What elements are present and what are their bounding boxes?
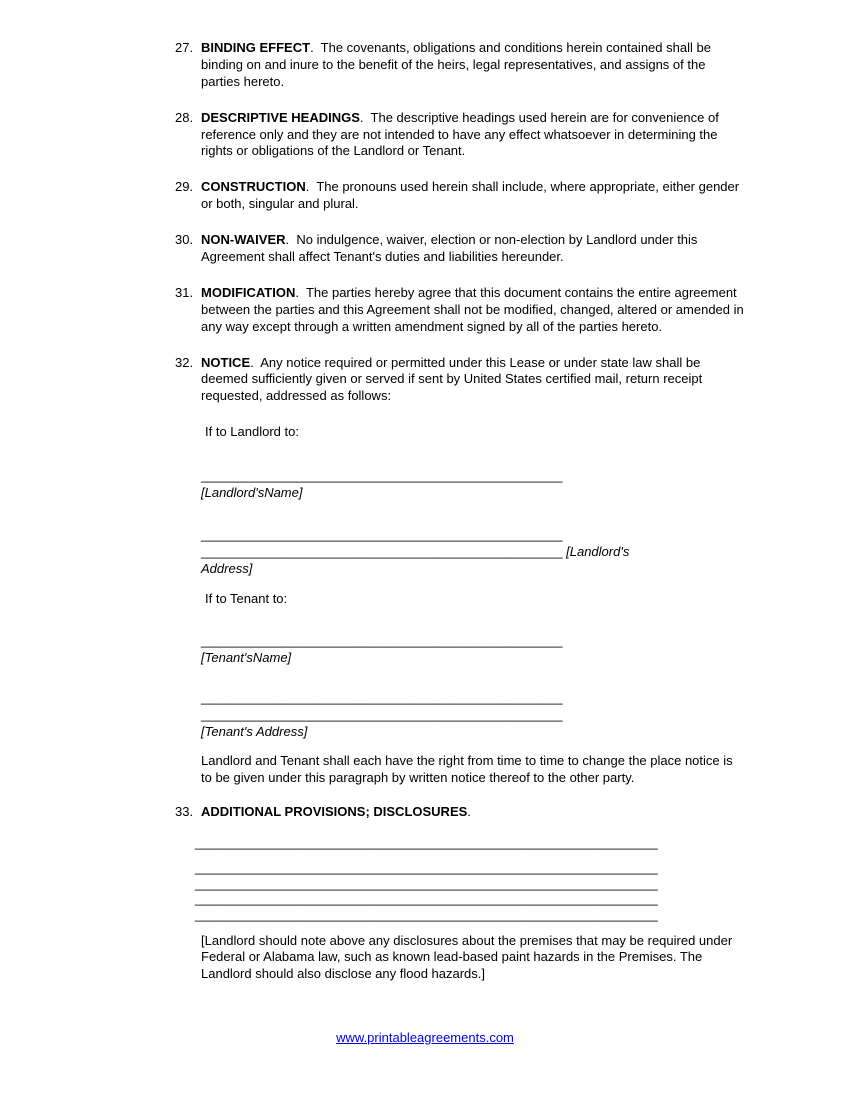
clause-body: . The pronouns used herein shall include, where appropriate, either gender or both, singular and plural.	[201, 179, 743, 212]
change-notice-paragraph: Landlord and Tenant shall each have the right from time to time to change the place notice is to be given under this paragraph by written notice thereof to the other party.	[201, 752, 733, 785]
clause-27	[175, 40, 745, 91]
disclosure-note: [Landlord should note above any disclosures about the premises that may be required under Federal or Alabama law, such as known lead-based paint hazards in the Premises. The Landlord should also disclose any flood hazards.]	[201, 932, 736, 982]
additional-provisions-lines	[175, 835, 745, 923]
clause-title: NOTICE	[201, 354, 251, 370]
landlord-notice-heading: If to Landlord to:	[205, 424, 299, 440]
clause-body: . No indulgence, waiver, election or non-election by Landlord under this Agreement shall affect Tenant's duties and liabilities hereunder.	[201, 232, 701, 265]
provision-blank-line: ________________________________________________________________	[195, 875, 658, 891]
landlord-address-label-part2: Address]	[201, 560, 253, 576]
footer-link[interactable]: www.printableagreements.com	[336, 1030, 514, 1045]
clause-28	[175, 110, 745, 161]
clause-body: . The descriptive headings used herein are for convenience of reference only and they are not intended to have any effect whatsoever in determining the rights or obligations of the Landlord or Tenant.	[201, 109, 723, 159]
landlord-name-blank: __________________________________________________	[201, 468, 563, 484]
clause-number: 32.	[175, 354, 194, 370]
clause-title: NON-WAIVER	[201, 232, 286, 248]
landlord-address-blank-1: __________________________________________________	[201, 526, 563, 542]
tenant-name-blank: __________________________________________________	[201, 633, 563, 649]
landlord-address-label-part1: [Landlord's	[566, 543, 630, 559]
landlord-name-label: [Landlord'sName]	[201, 485, 303, 501]
notice-addresses	[175, 424, 745, 741]
provision-blank-line: ________________________________________________________________	[195, 834, 658, 850]
clause-number: 27.	[175, 40, 194, 55]
clause-title: ADDITIONAL PROVISIONS; DISCLOSURES	[201, 803, 468, 819]
tenant-address-label: [Tenant's Address]	[201, 724, 308, 740]
page-footer	[0, 1030, 850, 1047]
clause-number: 28.	[175, 109, 194, 125]
clause-31	[175, 284, 748, 336]
clause-body: . The parties hereby agree that this document contains the entire agreement between the parties and this Agreement shall not be modified, changed, altered or amended in any way except through a written amendment signed by all of the parties hereto.	[201, 284, 748, 334]
landlord-address-blank-row	[201, 544, 745, 561]
provision-blank-line: ________________________________________________________________	[195, 860, 658, 876]
provision-blank-line: ________________________________________________________________	[195, 906, 658, 922]
landlord-address-blank-2: __________________________________________________	[201, 543, 563, 559]
clause-number: 31.	[175, 284, 194, 300]
tenant-address-blank-1: __________________________________________________	[201, 690, 563, 706]
clause-title: CONSTRUCTION	[201, 179, 306, 195]
clause-body: . The covenants, obligations and conditions herein contained shall be binding on and inure to the benefit of the heirs, legal representatives, and assigns of the parties hereto.	[201, 40, 715, 89]
clause-body: .	[467, 803, 471, 819]
tenant-name-label: [Tenant'sName]	[201, 650, 292, 666]
provision-blank-line: ________________________________________________________________	[195, 891, 658, 907]
clause-title: DESCRIPTIVE HEADINGS	[201, 109, 360, 125]
clause-number: 30.	[175, 232, 194, 248]
clause-title: BINDING EFFECT	[201, 40, 311, 55]
clause-33	[175, 804, 745, 821]
clause-30	[175, 232, 745, 266]
clause-title: MODIFICATION	[201, 284, 296, 300]
tenant-notice-heading: If to Tenant to:	[205, 590, 288, 606]
clause-number: 33.	[175, 803, 194, 819]
clause-body: . Any notice required or permitted under this Lease or under state law shall be deemed sufficiently given or served if sent by United States certified mail, return receipt requested, addressed as follows:	[201, 354, 706, 404]
clause-29	[175, 179, 745, 213]
clause-32	[175, 355, 745, 406]
tenant-address-blank-2: __________________________________________________	[201, 707, 563, 723]
clause-number: 29.	[175, 179, 194, 195]
